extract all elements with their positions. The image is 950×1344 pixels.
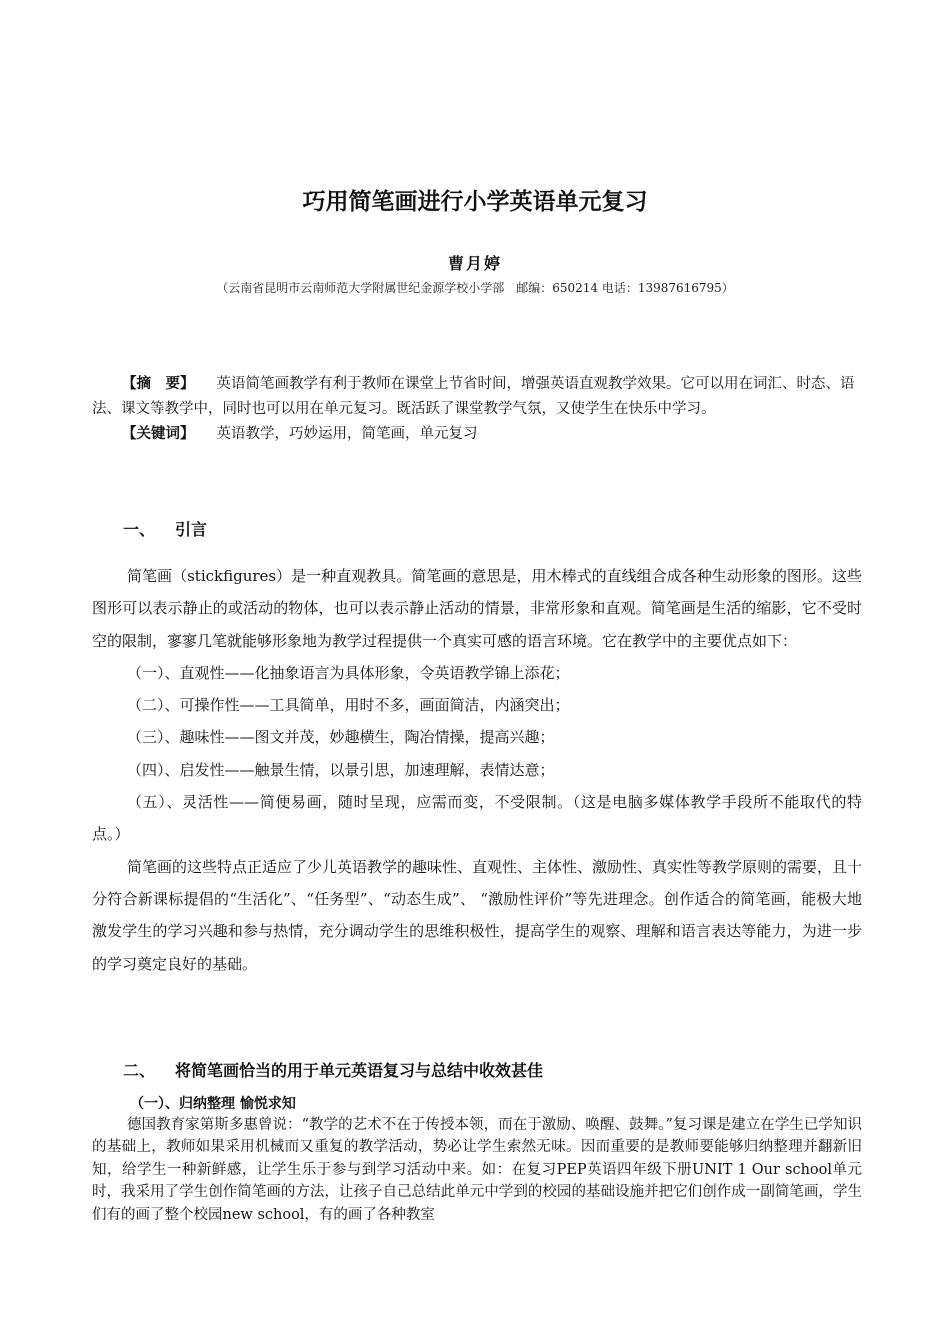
paper-title: 巧用简笔画进行小学英语单元复习: [302, 189, 648, 215]
advantage-item: （二）、可操作性——工具简单，用时不多，画面简洁，内涵突出；: [127, 696, 570, 715]
abstract-paragraph: [92, 372, 862, 422]
section-1-title: 引言: [175, 520, 208, 539]
keywords-paragraph: [92, 422, 862, 447]
section-2-title: 将简笔画恰当的用于单元英语复习与总结中收效甚佳: [175, 1061, 544, 1080]
abstract-text: 英语简笔画教学有利于教师在课堂上节省时间，增强英语直观教学效果。它可以用在词汇、时态、语法、课文等教学中，同时也可以用在单元复习。既活跃了课堂教学气氛，又使学生在快乐中学习。: [92, 376, 855, 417]
abstract-block: [92, 372, 862, 447]
advantage-item: （四）、启发性——触景生情，以景引思，加速理解，表情达意；: [127, 760, 555, 779]
section-1-conclusion: 简笔画的这些特点正适应了少儿英语教学的趣味性、直观性、主体性、激励性、真实性等教学原则的需要，且十分符合新课标提倡的“生活化”、“任务型”、“动态生成”、 “激励性评价”等先进理念。创作适合的简笔画，能极大地激发学生的学习兴趣和参与热情，充分调动学生的思维积极性，提高学生的观察、理解和语言表达等能力，为进一步的学习奠定良好的基础。: [92, 857, 863, 973]
subsection-1-text: 德国教育家第斯多惠曾说：“教学的艺术不在于传授本领，而在于激励、唤醒、鼓舞。”复习课是建立在学生已学知识的基础上，教师如果采用机械而又重复的教学活动，势必让学生索然无味。因而重要的是教师要能够归纳整理并翻新旧知，给学生一种新鲜感，让学生乐于参与到学习活动中来。如：在复习PEP英语四年级下册UNIT 1 Our school单元时，我采用了学生创作简笔画的方法，让孩子自己总结此单元中学到的校园的基础设施并把它们创作成一副简笔画，学生们有的画了整个校园new school，有的画了各种教室: [92, 1117, 862, 1223]
advantage-item: （三）、趣味性——图文并茂，妙趣横生，陶冶情操，提高兴趣；: [127, 728, 555, 747]
advantage-item: （一）、直观性——化抽象语言为具体形象，令英语教学锦上添花；: [127, 663, 570, 682]
advantage-item: （五）、灵活性——简便易画，随时呈现，应需而变，不受限制。（这是电脑多媒体教学手段所不能取代的特点。）: [92, 793, 862, 844]
author-name: 曹月婷: [447, 254, 502, 273]
section-1-intro: 简笔画（stickfigures）是一种直观教具。简笔画的意思是，用木棒式的直线组合成各种生动形象的图形。这些图形可以表示静止的或活动的物体，也可以表示静止活动的情景，非常形象和直观。简笔画是生活的缩影，它不受时空的限制，寥寥几笔就能够形象地为教学过程提供一个真实可感的语言环境。它在教学中的主要优点如下：: [92, 567, 862, 650]
section-1-number: 一、: [123, 520, 156, 539]
section-2-heading: [123, 1058, 543, 1081]
section-1-heading: [123, 517, 207, 540]
abstract-label: 【摘 要】: [122, 376, 195, 392]
author-affiliation: （云南省昆明市云南师范大学附属世纪金源学校小学部 邮编：650214 电话：13987616795）: [216, 281, 734, 295]
subsection-1-heading: （一）、归纳整理 愉悦求知: [130, 1096, 296, 1112]
section-1-body: [92, 560, 862, 980]
keywords-label: 【关键词】: [122, 426, 195, 442]
section-2-number: 二、: [123, 1061, 156, 1080]
subsection-1-body: [92, 1114, 862, 1226]
keywords-text: 英语教学，巧妙运用，简笔画，单元复习: [216, 426, 478, 442]
